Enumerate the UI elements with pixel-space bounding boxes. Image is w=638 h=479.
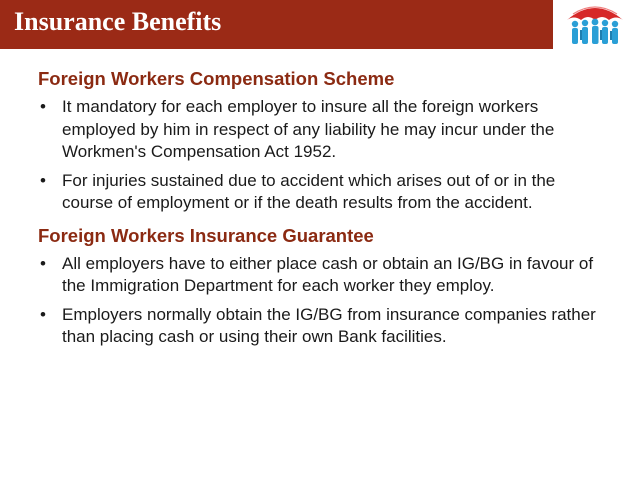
bullet-item (38, 170, 602, 215)
bullet-text: For injuries sustained due to accident which arises out of or in the course of employment or if the death results from the accident. (62, 170, 556, 212)
bullet-glyph: • (40, 304, 46, 324)
bullet-glyph: • (40, 253, 46, 273)
logo (553, 0, 638, 49)
bullet-item (38, 304, 602, 349)
slide-content (38, 66, 618, 355)
bullet-text: All employers have to either place cash or obtain an IG/BG in favour of the Immigration Department for each worker they employ. (62, 253, 594, 295)
section-heading-guarantee: Foreign Workers Insurance Guarantee (38, 224, 374, 246)
bullet-item (38, 96, 602, 164)
section-heading-compensation: Foreign Workers Compensation Scheme (38, 68, 395, 89)
bullet-list-guarantee (38, 253, 618, 349)
bullet-list-compensation (38, 96, 618, 215)
slide-title: Insurance Benefits (14, 7, 222, 36)
umbrella-people-icon (553, 0, 638, 49)
bullet-text: Employers normally obtain the IG/BG from insurance companies rather than placing cash or using their own Bank facilities. (62, 304, 596, 346)
title-bar (0, 0, 553, 49)
bullet-glyph: • (40, 170, 46, 190)
bullet-item (38, 253, 602, 298)
bullet-glyph: • (40, 97, 46, 116)
bullet-text: It mandatory for each employer to insure all the foreign workers employed by him in respect of any liability he may incur under the Workmen's Compensation Act 1952. (62, 97, 555, 161)
